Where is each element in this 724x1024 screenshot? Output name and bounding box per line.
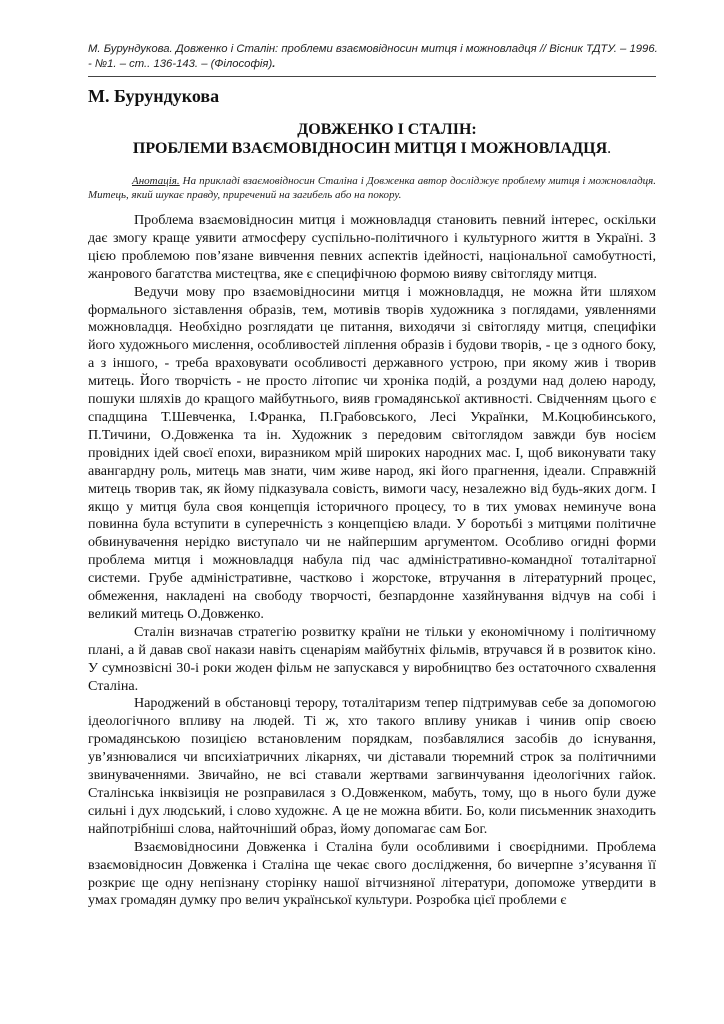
- abstract-text: На прикладі взаємовідносин Сталіна і Довженка автор досліджує проблему митця і можновладця. Митець, який шукає правду, приречений на загибель або на покору.: [88, 175, 656, 201]
- title-line-1: ДОВЖЕНКО І СТАЛІН:: [297, 121, 477, 138]
- paragraph-1: Проблема взаємовідносин митця і можновладця становить певний інтерес, оскільки дає змогу краще уявити атмосферу суспільно-політичного і культурного життя в Україні. З цією проблемою пов’язане вивчення певних аспектів ідейності, національної самобутності, жанрового багатства мистецтва, яке є специфічною формою вияву світогляду митця.: [88, 212, 656, 282]
- paragraph-3: Сталін визначав стратегію розвитку країни не тільки у економічному і політичному плані, а й давав свої накази навіть сценаріям майбутніх фільмів, втручався й в розвиток кіно. У сумнозвісні 30-і роки жоден фільм не запускався у виробництво без остаточного схвалення Сталіна.: [88, 623, 656, 694]
- citation-end: .: [272, 57, 276, 70]
- article-body: [88, 212, 656, 910]
- paragraph-2: Ведучи мову про взаємовідносини митця і можновладця, не можна йти шляхом формального зіставлення образів, тем, мотивів творів художника з поглядами, уявленнями можновладця. Необхідно розглядати це питання, виходячи зі світогляду митця, специфіки його художнього мислення, особливостей ліплення образів і будови творів, - це з одного боку, а з іншого, - треба враховувати особливості державного устрою, при якому жив і творив митець. Його творчість - не просто літопис чи хроніка подій, а роздуми над долею народу, пошуки шляхів до кращого майбутнього, вияв громадянської активності. Свідченням цього є спадщина Т.Шевченка, І.Франка, П.Грабовського, Лесі Українки, М.Коцюбинського, П.Тичини, О.Довженка та ін. Художник з передовим світоглядом завжди був носієм провідних ідей своєї епохи, виразником мрій широких народних мас. І, щоб виконувати таку авангардну роль, митець мав знати, чим живе народ, які його прагнення, ідеали. Справжній митець творив так, як йому підказувала совість, вимоги часу, незалежно від будь-яких догм. І якщо у митця була своя концепція історичного процесу, то в тих умовах неминуче вона повинна була вступити в суперечність з концепцією влади. У боротьбі з митцями політичне обвинувачення нерідко виступало чи не найпершим аргументом. Особливо огидні форми проблема митця і можновладця набула під час адміністративно-командної тоталітарної системи. Грубе адміністративне, частково і жорстоке, втручання в літературний процес, обмеження, накладені на свободу творчості, безпардонне хазяйнування відчув на собі і великий митець О.Довженко.: [88, 283, 656, 622]
- title-line-2: [88, 139, 656, 158]
- author-name: М. Бурундукова: [88, 86, 220, 106]
- paragraph-5: Взаємовідносини Довженка і Сталіна були особливими і своєрідними. Проблема взаємовідносин Довженка і Сталіна ще чекає свого дослідження, бо вичерпне з’ясування її розкриє ще одну непізнану сторінку нашої вітчизняної літератури, допоможе утвердити в умах громадян думку про велич української культури. Розробка цієї проблеми є: [88, 838, 656, 909]
- header-divider: [88, 76, 656, 77]
- article-title: [88, 120, 656, 158]
- citation-text: М. Бурундукова. Довженко і Сталін: проблеми взаємовідносин митця і можновладця // Вісник ТДТУ. – 1996. - №1. – ст.. 136-143. – (Філософія): [88, 43, 658, 70]
- abstract: [88, 174, 656, 202]
- paragraph-4: Народжений в обстановці терору, тоталітаризм тепер підтримував себе за допомогою ідеологічного впливу на людей. Ті ж, хто такого впливу уникав і чинив опір своєю громадянською позицією встановленим порядкам, позбавлялися засобів до існування, ув’язнювалися чи впсихіатричних лікарнях, чи діставали тюремний строк за політичними звинуваченнями. Звичайно, не всі ставали жертвами загвинчування ідеологічних гайок. Сталінська інквізиція не розправилася з О.Довженком, мабуть, тому, що в нього були дуже сильні і дух людський, і слово художнє. А це не можна вбити. Бо, коли письменник знаходить найпотрібніші слова, найточніший образ, йому допомагає сам Бог.: [88, 695, 656, 837]
- abstract-label: Анотація.: [132, 175, 180, 187]
- title-line-2-text: ПРОБЛЕМИ ВЗАЄМОВІДНОСИН МИТЦЯ І МОЖНОВЛАДЦЯ: [132, 140, 608, 157]
- title-end: .: [607, 140, 612, 157]
- citation: [88, 42, 658, 71]
